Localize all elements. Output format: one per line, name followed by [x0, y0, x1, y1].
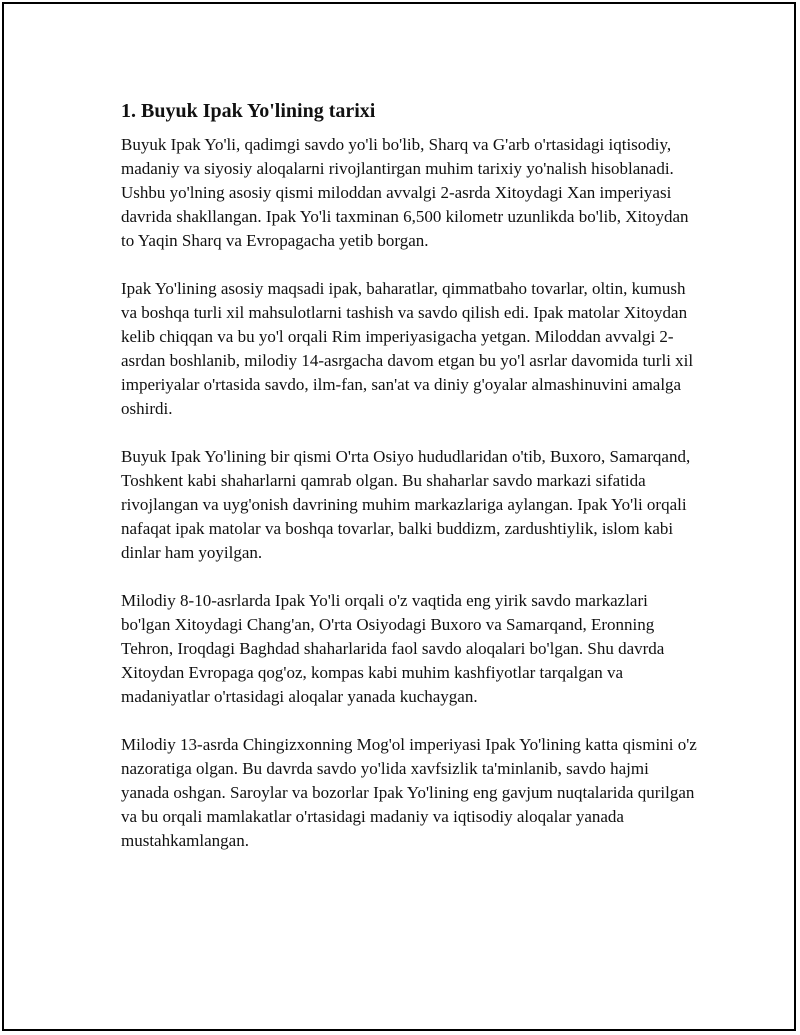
paragraph-2: Ipak Yo'lining asosiy maqsadi ipak, baharatlar, qimmatbaho tovarlar, oltin, kumush va boshqa turli xil mahsulotlarni tashish va savdo qilish edi. Ipak matolar Xitoydan kelib chiqqan va bu yo'l orqali Rim imperiyasigacha yetgan. Miloddan avvalgi 2-asrdan boshlanib, milodiy 14-asrgacha davom etgan bu yo'l asrlar davomida turli xil imperiyalar o'rtasida savdo, ilm-fan, san'at va diniy g'oyalar almashinuvini amalga oshirdi. — [121, 279, 694, 418]
paragraph-4: Milodiy 8-10-asrlarda Ipak Yo'li orqali o'z vaqtida eng yirik savdo markazlari bo'lgan Xitoydagi Chang'an, O'rta Osiyodagi Buxoro va Samarqand, Eronning Tehron, Iroqdagi Baghdad shaharlarida faol savdo aloqalari bo'lgan. Shu davrda Xitoydan Evropaga qog'oz, kompas kabi muhim kashfiyotlar tarqalgan va madaniyatlar o'rtasidagi aloqalar yanada kuchaygan. — [121, 591, 665, 706]
page-frame — [2, 2, 796, 1031]
paragraph-1: Buyuk Ipak Yo'li, qadimgi savdo yo'li bo'lib, Sharq va G'arb o'rtasidagi iqtisodiy, madaniy va siyosiy aloqalarni rivojlantirgan muhim tarixiy yo'nalish hisoblanadi. Ushbu yo'lning asosiy qismi miloddan avvalgi 2-asrda Xitoydagi Xan imperiyasi davrida shakllangan. Ipak Yo'li taxminan 6,500 kilometr uzunlikda bo'lib, Xitoydan to Yaqin Sharq va Evropagacha yetib borgan. — [121, 135, 689, 250]
section-title: 1. Buyuk Ipak Yo'lining tarixi — [121, 100, 376, 122]
paragraph-3: Buyuk Ipak Yo'lining bir qismi O'rta Osiyo hududlaridan o'tib, Buxoro, Samarqand, Toshkent kabi shaharlarni qamrab olgan. Bu shaharlar savdo markazi sifatida rivojlangan va uyg'onish davrining muhim markazlariga aylangan. Ipak Yo'li orqali nafaqat ipak matolar va boshqa tovarlar, balki buddizm, zardushtiylik, islom kabi dinlar ham yoyilgan. — [121, 447, 691, 562]
document-body — [121, 99, 701, 877]
paragraph-5: Milodiy 13-asrda Chingizxonning Mog'ol imperiyasi Ipak Yo'lining katta qismini o'z nazoratiga olgan. Bu davrda savdo yo'lida xavfsizlik ta'minlanib, savdo hajmi yanada oshgan. Saroylar va bozorlar Ipak Yo'lining eng gavjum nuqtalarida qurilgan va bu orqali mamlakatlar o'rtasidagi madaniy va iqtisodiy aloqalar yanada mustahkamlangan. — [121, 735, 697, 850]
